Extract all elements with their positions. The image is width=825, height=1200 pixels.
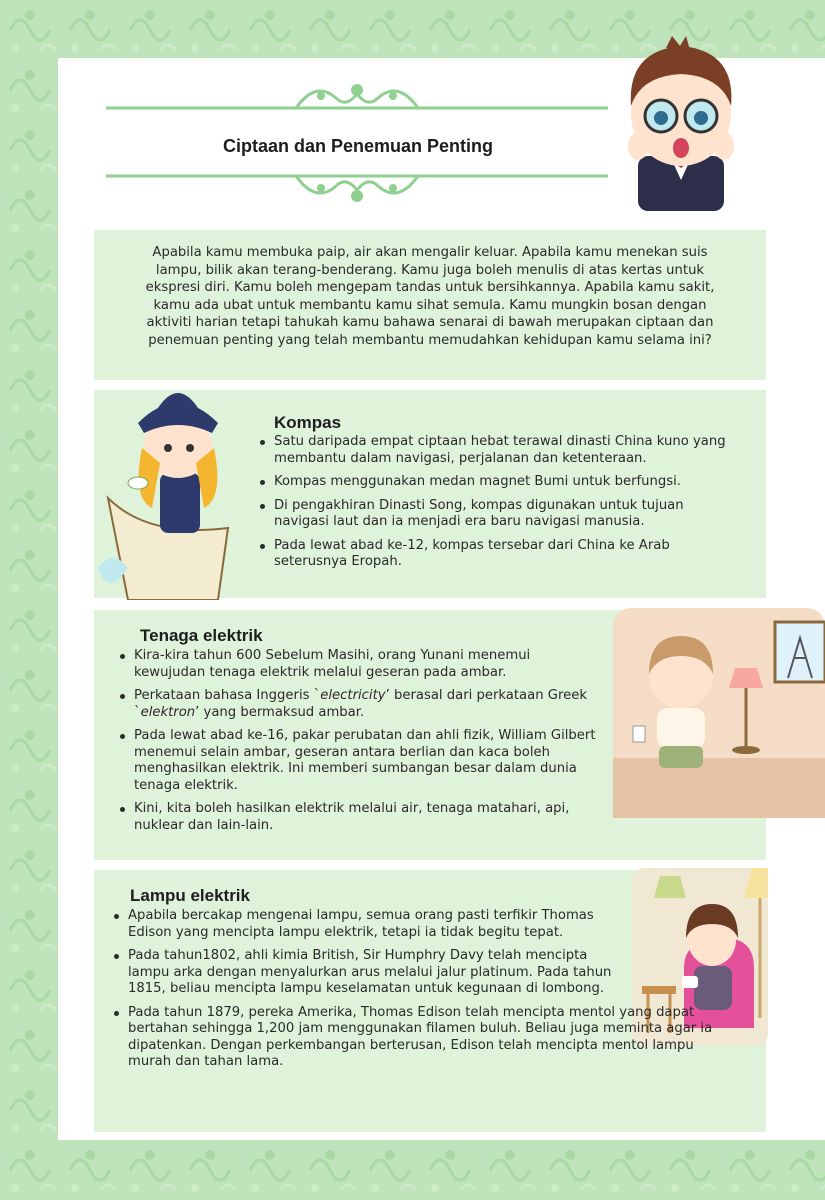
list-item: Satu daripada empat ciptaan hebat terawal dinasti China kuno yang membantu dalam navigasi, perjalanan dan ketenteraan. xyxy=(256,434,736,467)
list-item: Kini, kita boleh hasilkan elektrik melalui air, tenaga matahari, api, nuklear dan lain-lain. xyxy=(116,801,596,834)
sailor-boat-illustration xyxy=(98,368,238,600)
top-ornament xyxy=(106,76,608,116)
list-item: Kira-kira tahun 600 Sebelum Masihi, orang Yunani menemui kewujudan tenaga elektrik melalui geseran pada ambar. xyxy=(116,648,596,681)
content-page xyxy=(58,58,825,1140)
surprised-boy-illustration xyxy=(616,36,746,211)
list-item: Kompas menggunakan medan magnet Bumi untuk berfungsi. xyxy=(256,474,736,491)
lampu-elektrik-bullets xyxy=(110,908,713,1078)
list-item: Pada tahun1802, ahli kimia British, Sir Humphry Davy telah mencipta lampu arka dengan menyalurkan arus melalui jalur platinum. Pada tahun 1815, beliau mencipta lampu keselamatan untuk kegunaan di lombong. xyxy=(110,948,618,998)
intro-panel xyxy=(94,230,766,380)
tenaga-elektrik-title: Tenaga elektrik xyxy=(140,626,263,645)
page-title: Ciptaan dan Penemuan Penting xyxy=(222,136,494,156)
list-item: Pada tahun 1879, pereka Amerika, Thomas Edison telah mencipta mentol yang dapat bertahan sehingga 1,200 jam menggunakan filamen buluh. Beliau juga meminta agar ia dipatenkan. Dengan perkembangan berterusan, Edison telah mencipta mentol lampu murah dan tahan lama. xyxy=(110,1005,740,1071)
intro-text: Apabila kamu membuka paip, air akan mengalir keluar. Apabila kamu menekan suis lampu, bilik akan terang-benderang. Kamu juga boleh menulis di atas kertas untuk ekspresi diri. Kamu boleh mengepam tandas untuk bersihkannya. Apabila kamu sakit, kamu ada ubat untuk membantu kamu sihat semula. Kamu mungkin bosan dengan aktiviti harian tetapi tahukah kamu bahawa senarai di bawah merupakan ciptaan dan penemuan penting yang telah membantu memudahkan kehidupan kamu selama ini? xyxy=(145,245,715,348)
list-item: Pada lewat abad ke-12, kompas tersebar dari China ke Arab seterusnya Eropah. xyxy=(256,538,736,571)
tenaga-elektrik-bullets xyxy=(116,648,596,841)
kompas-title: Kompas xyxy=(274,413,342,432)
list-item: Pada lewat abad ke-16, pakar perubatan dan ahli fizik, William Gilbert menemui selain ambar, geseran antara berlian dan kaca boleh menghasilkan elektrik. Ini memberi sumbangan besar dalam dunia tenaga elektrik. xyxy=(116,728,596,794)
lampu-elektrik-title: Lampu elektrik xyxy=(130,886,250,905)
list-item: Apabila bercakap mengenai lampu, semua orang pasti terfikir Thomas Edison yang mencipta lampu elektrik, tetapi ia tidak begitu tepat. xyxy=(110,908,618,941)
list-item: Perkataan bahasa Inggeris `electricity’ berasal dari perkataan Greek `elektron’ yang bermaksud ambar. xyxy=(116,688,596,721)
bottom-ornament xyxy=(106,168,608,208)
boy-plug-lamp-illustration xyxy=(613,608,825,818)
kompas-bullets xyxy=(256,434,736,578)
list-item: Di pengakhiran Dinasti Song, kompas digunakan untuk tujuan navigasi laut dan ia menjadi era baru navigasi manusia. xyxy=(256,498,736,531)
